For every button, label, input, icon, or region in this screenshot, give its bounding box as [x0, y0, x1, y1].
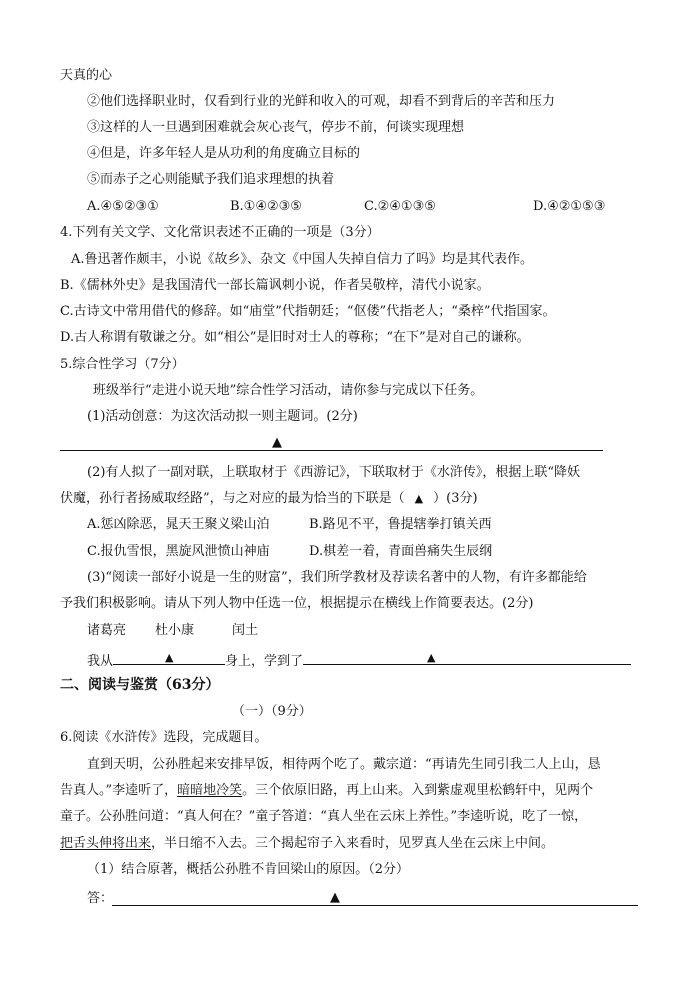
question-6: 6.阅读《水浒传》选段，完成题目。 — [60, 730, 268, 745]
triangle-icon: ▲ — [272, 435, 282, 450]
underlined-text: 把舌头伸将出来 — [60, 836, 152, 851]
option-b: B.①④②③⑤ — [230, 199, 302, 214]
text-line: 天真的心 — [60, 68, 113, 83]
question-5: 5.综合性学习（7分） — [60, 357, 185, 372]
q5-intro: 班级举行“走进小说天地”综合性学习活动，请你参与完成以下任务。 — [93, 383, 484, 398]
underlined-text: 暗暗地冷笑 — [177, 783, 243, 798]
answer-line[interactable] — [60, 450, 603, 451]
q5-2-option-b: B.路见不平，鲁提辖拳打镇关西 — [309, 517, 492, 532]
section-heading: 二、阅读与鉴赏（63分） — [60, 677, 220, 693]
q5-2-option-d: D.棋差一着，青面兽痛失生辰纲 — [309, 544, 493, 559]
text-span: 伏魔，孙行者扬威取经路”，与之对应的最为恰当的下联是（ — [60, 491, 405, 506]
q4-option-c: C.古诗文中常用借代的修辞。如“庙堂”代指朝廷；“伛偻”代指老人；“桑梓”代指国家。 — [60, 304, 556, 319]
name-option: 杜小康 — [155, 623, 195, 638]
triangle-icon: ▲ — [330, 890, 340, 905]
sub-heading: （一）（9分） — [232, 704, 312, 719]
answer-blank[interactable] — [113, 650, 225, 665]
text-line: ②他们选择职业时，仅看到行业的光鲜和收入的可观，却看不到背后的辛苦和压力 — [87, 94, 556, 109]
triangle-icon: ▲ — [427, 651, 436, 664]
q5-part-2: (2)有人拟了一副对联，上联取材于《西游记》，下联取材于《水浒传》，根据上联“降妖 — [87, 465, 581, 480]
text-line: ③这样的人一旦遇到困难就会灰心丧气，停步不前，何谈实现理想 — [87, 120, 465, 135]
question-4: 4.下列有关文学、文化常识表述不正确的一项是（3分） — [60, 225, 380, 240]
answer-line[interactable] — [112, 905, 638, 906]
text-span: 我从 — [87, 654, 114, 669]
text-line: ⑤而赤子之心则能赋予我们追求理想的执着 — [87, 172, 335, 187]
passage-line — [60, 835, 554, 853]
option-c: C.②④①③⑤ — [364, 199, 436, 214]
name-option: 闰土 — [232, 623, 259, 638]
q5-2-option-a: A.惩凶除恶，晁天王聚义梁山泊 — [87, 517, 270, 532]
q6-part-1: （1）结合原著，概括公孙胜不肯回梁山的原因。（2分） — [87, 862, 410, 877]
text-span: ，半日缩不入去。三个揭起帘子入来看时，见罗真人坐在云床上中间。 — [151, 836, 555, 851]
q5-part-1: (1)活动创意：为这次活动拟一则主题词。(2分) — [87, 409, 358, 424]
text-span: 身上，学到了 — [225, 654, 304, 669]
passage-line: 童子。公孙胜问道：“真人何在？”童子答道：“真人坐在云床上养性。”李逵听说，吃了一惊， — [60, 809, 588, 824]
triangle-icon: ▲ — [165, 651, 174, 664]
text-span: 。三个依原旧路，再上山来。入到紫虚观里松鹤轩中，见两个 — [242, 783, 594, 798]
option-a: A.④⑤②③① — [87, 199, 159, 214]
q4-option-b: B.《儒林外史》是我国清代一部长篇讽刺小说，作者吴敬梓，清代小说家。 — [60, 278, 490, 293]
text-span: ）(3分) — [433, 491, 478, 506]
text-line — [60, 490, 478, 508]
text-line: ④但是，许多年轻人是从功利的角度确立目标的 — [87, 146, 361, 161]
passage-line: 直到天明，公孙胜起来安排早饭，相待两个吃了。戴宗道：“再请先生同引我二人上山，恳 — [87, 757, 601, 772]
text-span: 告真人。”李逵听了， — [60, 783, 178, 798]
name-option: 诸葛亮 — [87, 623, 127, 638]
answer-label: 答： — [87, 891, 114, 906]
q5-2-option-c: C.报仇雪恨，黑旋风泄愤山神庙 — [87, 544, 270, 559]
text-line: 予我们积极影响。请从下列人物中任选一位，根据提示在横线上作简要表达。(2分) — [60, 596, 534, 611]
q4-option-a: A.鲁迅著作颇丰，小说《故乡》、杂文《中国人失掉自信力了吗》均是其代表作。 — [71, 252, 534, 267]
q4-option-d: D.古人称谓有敬谦之分。如“相公”是旧时对士人的尊称；“在下”是对自己的谦称。 — [60, 330, 530, 345]
triangle-icon: ▲ — [414, 492, 424, 505]
passage-line — [60, 782, 593, 800]
answer-blank[interactable] — [303, 650, 631, 665]
q5-part-3: (3)“阅读一部好小说是一生的财富”，我们所学教材及荐读名著中的人物，有许多都能给 — [87, 570, 587, 585]
option-d: D.④②①⑤③ — [533, 199, 606, 214]
fill-sentence — [87, 650, 631, 671]
